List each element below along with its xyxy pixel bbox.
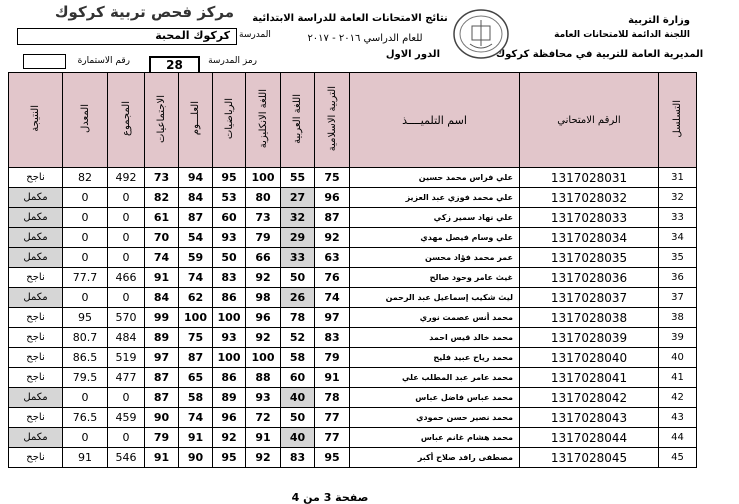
- cell-social: 82: [145, 188, 179, 208]
- cell-arabic: 50: [281, 268, 315, 288]
- table-row: [9, 188, 697, 208]
- page-footer: صفحة 3 من 4: [291, 491, 369, 504]
- cell-islamic: 97: [315, 308, 350, 328]
- cell-arabic: 40: [281, 388, 315, 408]
- cell-islamic: 96: [315, 188, 350, 208]
- cell-english: 92: [246, 268, 281, 288]
- cell-result: مكمل: [9, 248, 63, 268]
- cell-social: 91: [145, 268, 179, 288]
- cell-exam: 1317028040: [520, 348, 659, 368]
- table-row: [9, 408, 697, 428]
- table-row: [9, 368, 697, 388]
- title-line-2: للعام الدراسي ٢٠١٦ - ٢٠١٧: [307, 33, 423, 44]
- cell-math: 92: [213, 428, 246, 448]
- cell-total: 484: [108, 328, 145, 348]
- cell-exam: 1317028042: [520, 388, 659, 408]
- cell-average: 0: [63, 188, 108, 208]
- cell-english: 91: [246, 428, 281, 448]
- cell-average: 76.5: [63, 408, 108, 428]
- committee-name: اللجنة الدائمة للامتحانات العامة: [554, 30, 690, 40]
- form-number-label: رقم الاستمارة: [77, 56, 130, 66]
- cell-social: 87: [145, 368, 179, 388]
- cell-islamic: 74: [315, 288, 350, 308]
- cell-science: 94: [179, 168, 213, 188]
- title-line-3: الدور الاول: [385, 49, 440, 60]
- cell-science: 87: [179, 348, 213, 368]
- cell-social: 73: [145, 168, 179, 188]
- cell-science: 84: [179, 188, 213, 208]
- cell-total: 0: [108, 208, 145, 228]
- cell-total: 459: [108, 408, 145, 428]
- table-row: [9, 308, 697, 328]
- cell-science: 90: [179, 448, 213, 468]
- cell-social: 90: [145, 408, 179, 428]
- cell-name: محمد رياح عبيد فليح: [350, 348, 520, 368]
- cell-english: 66: [246, 248, 281, 268]
- cell-english: 73: [246, 208, 281, 228]
- cell-english: 80: [246, 188, 281, 208]
- cell-islamic: 77: [315, 428, 350, 448]
- cell-name: مصطفى رافد صلاح أكبر: [350, 448, 520, 468]
- cell-science: 62: [179, 288, 213, 308]
- cell-english: 92: [246, 448, 281, 468]
- cell-english: 96: [246, 308, 281, 328]
- directorate-name: المديرية العامة للتربية في محافظة كركوك: [496, 49, 704, 60]
- cell-seq: 45: [659, 448, 697, 468]
- cell-arabic: 33: [281, 248, 315, 268]
- cell-exam: 1317028044: [520, 428, 659, 448]
- table-row: [9, 348, 697, 368]
- col-header-science: العلـــوم: [179, 73, 213, 168]
- cell-seq: 36: [659, 268, 697, 288]
- cell-math: 53: [213, 188, 246, 208]
- cell-social: 79: [145, 428, 179, 448]
- cell-seq: 43: [659, 408, 697, 428]
- cell-result: ناجح: [9, 268, 63, 288]
- cell-average: 0: [63, 428, 108, 448]
- cell-arabic: 78: [281, 308, 315, 328]
- cell-total: 0: [108, 388, 145, 408]
- cell-arabic: 52: [281, 328, 315, 348]
- school-label: المدرسة: [239, 30, 271, 40]
- cell-average: 0: [63, 248, 108, 268]
- cell-islamic: 83: [315, 328, 350, 348]
- cell-exam: 1317028038: [520, 308, 659, 328]
- cell-math: 100: [213, 308, 246, 328]
- cell-result: ناجح: [9, 348, 63, 368]
- cell-result: ناجح: [9, 448, 63, 468]
- table-body: [9, 168, 697, 468]
- cell-exam: 1317028043: [520, 408, 659, 428]
- cell-arabic: 32: [281, 208, 315, 228]
- cell-result: ناجح: [9, 308, 63, 328]
- cell-math: 96: [213, 408, 246, 428]
- cell-average: 0: [63, 388, 108, 408]
- cell-science: 75: [179, 328, 213, 348]
- table-row: [9, 328, 697, 348]
- cell-social: 84: [145, 288, 179, 308]
- cell-name: محمد أنس عصمت نوري: [350, 308, 520, 328]
- cell-islamic: 78: [315, 388, 350, 408]
- cell-arabic: 83: [281, 448, 315, 468]
- cell-social: 74: [145, 248, 179, 268]
- cell-exam: 1317028031: [520, 168, 659, 188]
- cell-seq: 34: [659, 228, 697, 248]
- cell-result: مكمل: [9, 228, 63, 248]
- cell-total: 466: [108, 268, 145, 288]
- cell-social: 70: [145, 228, 179, 248]
- cell-average: 86.5: [63, 348, 108, 368]
- col-header-math: الرياضيات: [213, 73, 246, 168]
- school-name-field: [17, 28, 237, 45]
- cell-arabic: 29: [281, 228, 315, 248]
- table-row: [9, 248, 697, 268]
- cell-average: 82: [63, 168, 108, 188]
- cell-science: 58: [179, 388, 213, 408]
- cell-islamic: 75: [315, 168, 350, 188]
- cell-result: مكمل: [9, 388, 63, 408]
- cell-total: 0: [108, 228, 145, 248]
- cell-math: 83: [213, 268, 246, 288]
- cell-total: 570: [108, 308, 145, 328]
- cell-name: علي وسام فيصل مهدي: [350, 228, 520, 248]
- cell-islamic: 91: [315, 368, 350, 388]
- col-header-result: النتيجة: [9, 73, 63, 168]
- cell-average: 0: [63, 288, 108, 308]
- cell-average: 0: [63, 228, 108, 248]
- cell-total: 0: [108, 248, 145, 268]
- cell-math: 86: [213, 288, 246, 308]
- cell-social: 99: [145, 308, 179, 328]
- cell-total: 0: [108, 288, 145, 308]
- cell-math: 60: [213, 208, 246, 228]
- cell-exam: 1317028036: [520, 268, 659, 288]
- cell-social: 87: [145, 388, 179, 408]
- cell-exam: 1317028034: [520, 228, 659, 248]
- cell-name: محمد عباس فاضل عباس: [350, 388, 520, 408]
- form-number-box: [23, 54, 66, 69]
- cell-name: محمد هشام غانم عباس: [350, 428, 520, 448]
- cell-result: مكمل: [9, 288, 63, 308]
- table-header-row: [9, 73, 697, 168]
- cell-english: 93: [246, 388, 281, 408]
- cell-math: 89: [213, 388, 246, 408]
- cell-name: ليث شكيب إسماعيل عبد الرحمن: [350, 288, 520, 308]
- cell-seq: 42: [659, 388, 697, 408]
- cell-english: 100: [246, 168, 281, 188]
- cell-seq: 33: [659, 208, 697, 228]
- cell-science: 54: [179, 228, 213, 248]
- cell-social: 97: [145, 348, 179, 368]
- cell-english: 72: [246, 408, 281, 428]
- cell-average: 0: [63, 208, 108, 228]
- cell-islamic: 76: [315, 268, 350, 288]
- cell-name: محمد عامر عبد المطلب علي: [350, 368, 520, 388]
- cell-arabic: 55: [281, 168, 315, 188]
- cell-result: ناجح: [9, 368, 63, 388]
- cell-result: ناجح: [9, 168, 63, 188]
- cell-result: مكمل: [9, 188, 63, 208]
- results-table: [8, 72, 697, 468]
- cell-arabic: 26: [281, 288, 315, 308]
- cell-islamic: 92: [315, 228, 350, 248]
- cell-islamic: 87: [315, 208, 350, 228]
- cell-exam: 1317028037: [520, 288, 659, 308]
- cell-result: مكمل: [9, 208, 63, 228]
- cell-seq: 35: [659, 248, 697, 268]
- cell-islamic: 63: [315, 248, 350, 268]
- cell-math: 93: [213, 328, 246, 348]
- cell-exam: 1317028032: [520, 188, 659, 208]
- cell-science: 59: [179, 248, 213, 268]
- cell-seq: 37: [659, 288, 697, 308]
- cell-average: 91: [63, 448, 108, 468]
- cell-islamic: 79: [315, 348, 350, 368]
- table-row: [9, 168, 697, 188]
- school-name-value: كركوك المحبة: [155, 29, 230, 42]
- cell-english: 92: [246, 328, 281, 348]
- cell-seq: 31: [659, 168, 697, 188]
- table-row: [9, 228, 697, 248]
- cell-english: 100: [246, 348, 281, 368]
- cell-total: 0: [108, 188, 145, 208]
- table-row: [9, 428, 697, 448]
- cell-science: 87: [179, 208, 213, 228]
- cell-total: 519: [108, 348, 145, 368]
- cell-math: 95: [213, 168, 246, 188]
- cell-name: عمر محمد فؤاد محسن: [350, 248, 520, 268]
- cell-arabic: 50: [281, 408, 315, 428]
- cell-total: 492: [108, 168, 145, 188]
- cell-social: 91: [145, 448, 179, 468]
- cell-math: 95: [213, 448, 246, 468]
- ministry-name: وزارة التربية: [628, 15, 690, 26]
- table-row: [9, 208, 697, 228]
- cell-result: مكمل: [9, 428, 63, 448]
- cell-name: محمد نصير حسن حمودي: [350, 408, 520, 428]
- cell-exam: 1317028035: [520, 248, 659, 268]
- cell-arabic: 60: [281, 368, 315, 388]
- cell-arabic: 27: [281, 188, 315, 208]
- table-row: [9, 288, 697, 308]
- col-header-islamic: التربية الاسلامية: [315, 73, 350, 168]
- cell-result: ناجح: [9, 328, 63, 348]
- cell-math: 93: [213, 228, 246, 248]
- col-header-sequence: التسلسل: [659, 73, 697, 168]
- col-header-arabic: اللغة العربية: [281, 73, 315, 168]
- cell-science: 100: [179, 308, 213, 328]
- cell-name: محمد خالد قيس احمد: [350, 328, 520, 348]
- cell-total: 546: [108, 448, 145, 468]
- cell-total: 0: [108, 428, 145, 448]
- cell-arabic: 40: [281, 428, 315, 448]
- cell-science: 65: [179, 368, 213, 388]
- cell-average: 77.7: [63, 268, 108, 288]
- cell-result: ناجح: [9, 408, 63, 428]
- cell-english: 88: [246, 368, 281, 388]
- table-row: [9, 448, 697, 468]
- col-header-total: المجموع: [108, 73, 145, 168]
- cell-seq: 41: [659, 368, 697, 388]
- cell-seq: 32: [659, 188, 697, 208]
- cell-arabic: 58: [281, 348, 315, 368]
- cell-total: 477: [108, 368, 145, 388]
- table-row: [9, 388, 697, 408]
- exam-center-name: مركز فحص تربية كركوك: [54, 3, 234, 21]
- cell-seq: 39: [659, 328, 697, 348]
- cell-name: علي فراس محمد حسين: [350, 168, 520, 188]
- cell-name: علي نهاد سمير زكي: [350, 208, 520, 228]
- col-header-student-name: اسم التلميــــذ: [350, 73, 520, 168]
- cell-average: 95: [63, 308, 108, 328]
- cell-name: غيث عامر وحود صالح: [350, 268, 520, 288]
- cell-math: 100: [213, 348, 246, 368]
- col-header-social: الاجتماعيات: [145, 73, 179, 168]
- title-line-1: نتائج الامتحانات العامة للدراسة الابتدائية: [252, 13, 448, 24]
- cell-social: 89: [145, 328, 179, 348]
- cell-seq: 38: [659, 308, 697, 328]
- cell-exam: 1317028033: [520, 208, 659, 228]
- school-code-label: رمز المدرسة: [208, 56, 257, 66]
- col-header-english: اللغة الانكليزية: [246, 73, 281, 168]
- col-header-exam-number: الرقم الامتحاني: [520, 73, 659, 168]
- cell-english: 79: [246, 228, 281, 248]
- table-row: [9, 268, 697, 288]
- cell-exam: 1317028041: [520, 368, 659, 388]
- cell-social: 61: [145, 208, 179, 228]
- cell-math: 50: [213, 248, 246, 268]
- cell-science: 74: [179, 408, 213, 428]
- cell-average: 80.7: [63, 328, 108, 348]
- cell-islamic: 95: [315, 448, 350, 468]
- cell-exam: 1317028039: [520, 328, 659, 348]
- cell-seq: 44: [659, 428, 697, 448]
- cell-exam: 1317028045: [520, 448, 659, 468]
- cell-math: 86: [213, 368, 246, 388]
- col-header-average: المعدل: [63, 73, 108, 168]
- cell-average: 79.5: [63, 368, 108, 388]
- cell-science: 91: [179, 428, 213, 448]
- cell-seq: 40: [659, 348, 697, 368]
- school-code-value: 28: [166, 58, 183, 72]
- cell-islamic: 77: [315, 408, 350, 428]
- cell-name: علي محمد فوزي عبد العزيز: [350, 188, 520, 208]
- cell-science: 74: [179, 268, 213, 288]
- cell-english: 98: [246, 288, 281, 308]
